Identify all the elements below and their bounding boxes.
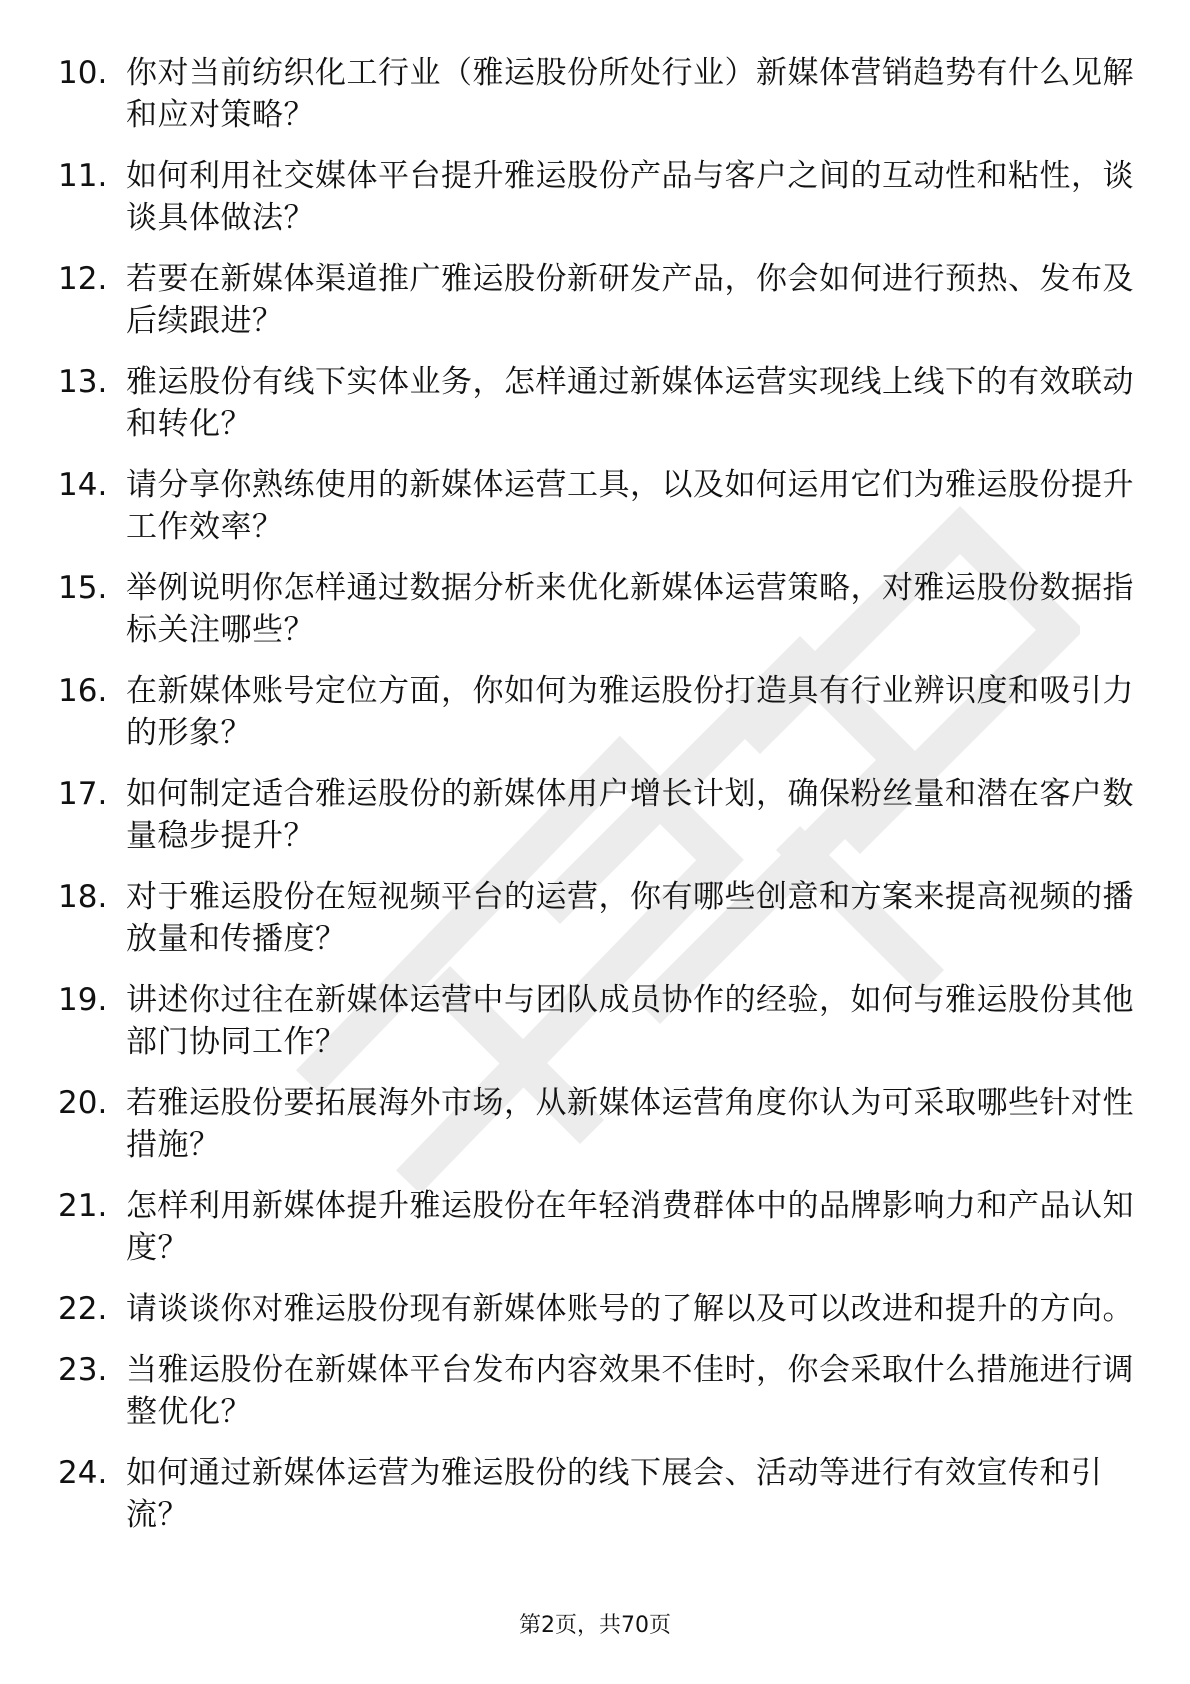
- question-list: [58, 52, 1138, 1555]
- list-item: [58, 979, 1138, 1063]
- page-footer: 第2页，共70页: [519, 1613, 671, 1638]
- list-item: [58, 773, 1138, 857]
- list-item: [58, 1185, 1138, 1269]
- question-number: 15.: [58, 570, 108, 606]
- question-text: 请分享你熟练使用的新媒体运营工具，以及如何运用它们为雅运股份提升工作效率？: [126, 467, 1134, 545]
- question-number: 22.: [58, 1291, 108, 1327]
- list-item: [58, 361, 1138, 445]
- question-text: 讲述你过往在新媒体运营中与团队成员协作的经验，如何与雅运股份其他部门协同工作？: [126, 982, 1134, 1060]
- list-item: [58, 670, 1138, 754]
- question-text: 若要在新媒体渠道推广雅运股份新研发产品，你会如何进行预热、发布及后续跟进？: [126, 261, 1134, 339]
- question-number: 11.: [58, 158, 108, 194]
- question-number: 20.: [58, 1085, 108, 1121]
- list-item: [58, 1288, 1138, 1330]
- question-text: 怎样利用新媒体提升雅运股份在年轻消费群体中的品牌影响力和产品认知度？: [126, 1188, 1134, 1266]
- question-text: 如何利用社交媒体平台提升雅运股份产品与客户之间的互动性和粘性，谈谈具体做法？: [126, 158, 1134, 236]
- question-number: 14.: [58, 467, 108, 503]
- question-number: 17.: [58, 776, 108, 812]
- list-item: [58, 258, 1138, 342]
- list-item: [58, 876, 1138, 960]
- list-item: [58, 52, 1138, 136]
- question-number: 12.: [58, 261, 108, 297]
- question-number: 24.: [58, 1455, 108, 1491]
- list-item: [58, 1349, 1138, 1433]
- question-text: 你对当前纺织化工行业（雅运股份所处行业）新媒体营销趋势有什么见解和应对策略？: [126, 55, 1134, 133]
- question-text: 雅运股份有线下实体业务，怎样通过新媒体运营实现线上线下的有效联动和转化？: [126, 364, 1134, 442]
- question-number: 23.: [58, 1352, 108, 1388]
- question-text: 当雅运股份在新媒体平台发布内容效果不佳时，你会采取什么措施进行调整优化？: [126, 1352, 1134, 1430]
- question-text: 若雅运股份要拓展海外市场，从新媒体运营角度你认为可采取哪些针对性措施？: [126, 1085, 1134, 1163]
- question-text: 举例说明你怎样通过数据分析来优化新媒体运营策略，对雅运股份数据指标关注哪些？: [126, 570, 1134, 648]
- list-item: [58, 155, 1138, 239]
- list-item: [58, 567, 1138, 651]
- question-text: 对于雅运股份在短视频平台的运营，你有哪些创意和方案来提高视频的播放量和传播度？: [126, 879, 1134, 957]
- question-number: 18.: [58, 879, 108, 915]
- question-text: 如何通过新媒体运营为雅运股份的线下展会、活动等进行有效宣传和引流？: [126, 1455, 1103, 1533]
- question-number: 21.: [58, 1188, 108, 1224]
- question-text: 请谈谈你对雅运股份现有新媒体账号的了解以及可以改进和提升的方向。: [126, 1291, 1134, 1327]
- list-item: [58, 1082, 1138, 1166]
- list-item: [58, 464, 1138, 548]
- question-number: 13.: [58, 364, 108, 400]
- question-number: 19.: [58, 982, 108, 1018]
- list-item: [58, 1452, 1138, 1536]
- question-text: 在新媒体账号定位方面，你如何为雅运股份打造具有行业辨识度和吸引力的形象？: [126, 673, 1134, 751]
- question-number: 10.: [58, 55, 108, 91]
- question-number: 16.: [58, 673, 108, 709]
- question-text: 如何制定适合雅运股份的新媒体用户增长计划，确保粉丝量和潜在客户数量稳步提升？: [126, 776, 1134, 854]
